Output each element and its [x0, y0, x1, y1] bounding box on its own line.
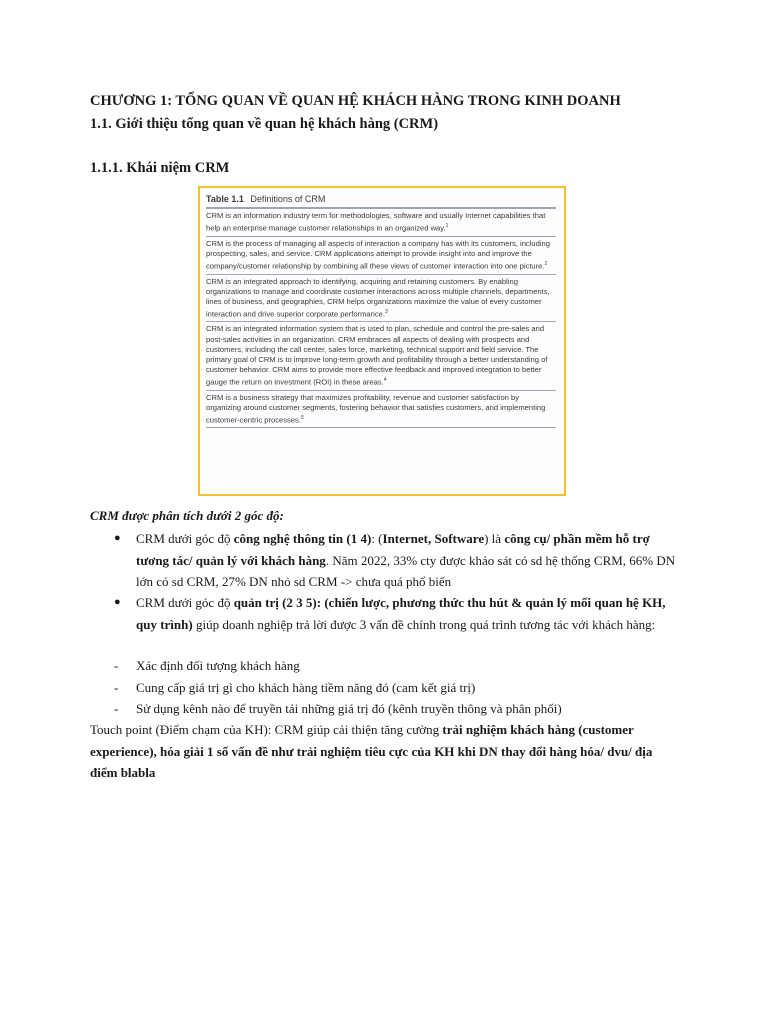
- bullet-it-perspective: ● CRM dưới góc độ công nghệ thông tin (1 4): (Internet, Software) là công cụ/ phần mềm hỗ trợ tương tác/ quản lý với khách hàng. Năm 2022, 33% cty được khảo sát có sd hệ thống CRM, 66% DN lớn có sd CRM, 27% DN nhỏ sd CRM -> chưa quá phổ biến: [90, 528, 678, 593]
- list-item: - Xác định đối tượng khách hàng: [114, 658, 300, 673]
- list-item: - Sử dụng kênh nào để truyền tải những giá trị đó (kênh truyền thông và phân phối): [114, 701, 562, 716]
- table-label: Table 1.1: [206, 194, 244, 204]
- table-row: CRM is a business strategy that maximizes profitability, revenue and customer satisfaction by organizing around customer segments, fostering behavior that satisfies customers, and implementing customer-centric processes.$^5$: [206, 391, 556, 429]
- table-caption: [206, 194, 556, 209]
- table-row: CRM is an information industry term for methodologies, software and usually Internet capabilities that help an enterprise manage customer relationships in an organized way.$^1$: [206, 209, 556, 237]
- table-caption-text: Definitions of CRM: [250, 194, 326, 204]
- bullet-management-perspective: ● CRM dưới góc độ quản trị (2 3 5): (chiến lược, phương thức thu hút & quản lý mối quan hệ KH, quy trình) giúp doanh nghiệp trả lời được 3 vấn đề chính trong quá trình tương tác với khách hàng:: [90, 592, 678, 635]
- touch-point-paragraph: Touch point (Điểm chạm của KH): CRM giúp cải thiện tăng cường trải nghiệm khách hàng (customer experience), hóa giải 1 số vấn đề như trải nghiệm tiêu cực của KH khi DN thay đổi hàng hóa/ dvu/ địa điểm blabla: [90, 722, 653, 781]
- bullet-marker: ●: [114, 596, 121, 608]
- table-row: CRM is an integrated information system that is used to plan, schedule and control the pre-sales and post-sales activities in an organization. CRM embraces all aspects of dealing with prospects and customers, including the call center, sales force, marketing, technical support and field service. The primary goal of CRM is to improve long-term growth and profitability through a better understanding of customer behavior. CRM aims to provide more effective feedback and improved integration to better gauge the return on investment (ROI) in these areas.$^4$: [206, 322, 556, 390]
- list-item: - Cung cấp giá trị gì cho khách hàng tiềm năng đó (cam kết giá trị): [114, 680, 476, 695]
- crm-definitions-table-image: [198, 186, 566, 496]
- table-row: CRM is an integrated approach to identifying, acquiring and retaining customers. By enabling organizations to manage and coordinate customer interactions across multiple channels, departments, lines of business, and geographies, CRM helps organizations maximize the value of every customer interaction and drive superior corporate performance.$^3$: [206, 275, 556, 323]
- section-title: 1.1. Giới thiệu tổng quan về quan hệ khách hàng (CRM): [90, 116, 439, 132]
- analysis-intro: CRM được phân tích dưới 2 góc độ:: [90, 508, 284, 523]
- subsection-title: 1.1.1. Khái niệm CRM: [90, 160, 230, 176]
- table-row: CRM is the process of managing all aspects of interaction a company has with its customers, including prospecting, sales, and service. CRM applications attempt to provide insight into and improve the company/customer relationship by combining all these views of customer interaction into one picture.$^2$: [206, 237, 556, 275]
- bullet-marker: ●: [114, 532, 121, 544]
- chapter-title: CHƯƠNG 1: TỔNG QUAN VỀ QUAN HỆ KHÁCH HÀNG TRONG KINH DOANH: [90, 93, 621, 109]
